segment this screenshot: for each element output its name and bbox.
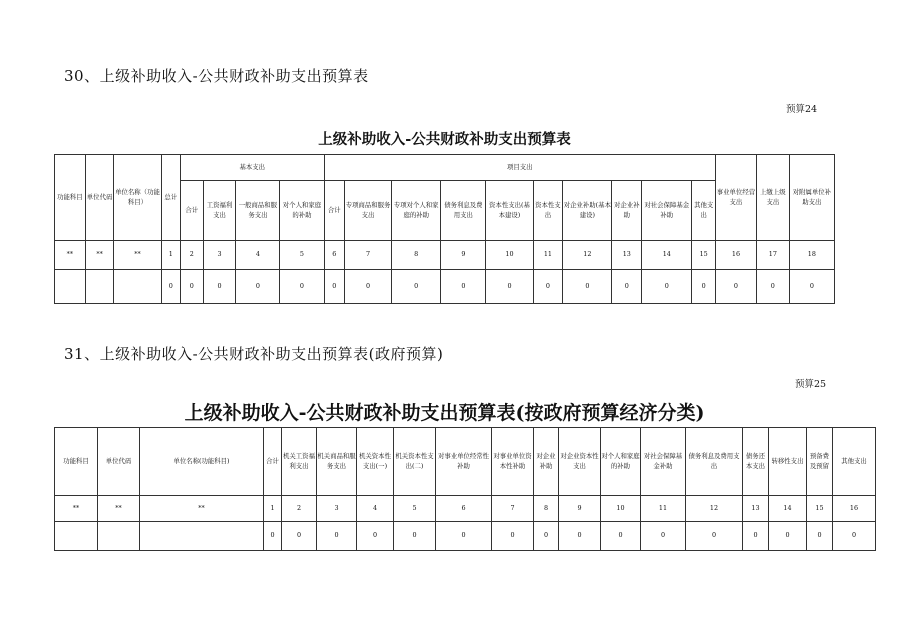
table-cell: 10 [601, 496, 641, 522]
table-row [55, 270, 835, 304]
table-cell: 0 [715, 270, 756, 304]
table-cell: 0 [324, 270, 344, 304]
header-project-capital2: 资本性支出 [533, 181, 563, 241]
table-cell: 12 [686, 496, 743, 522]
header-cell: 机关商品和服务支出 [317, 428, 357, 496]
table-cell: 10 [486, 241, 533, 270]
table-24-title: 上级补助收入-公共财政补助支出预算表 [318, 131, 571, 148]
table-cell: 0 [807, 522, 833, 551]
table-row [55, 522, 876, 551]
table-cell: 15 [807, 496, 833, 522]
header-cell: 单位代码 [98, 428, 140, 496]
header-total: 总计 [161, 155, 180, 241]
header-cell: 合计 [264, 428, 282, 496]
table-cell: 5 [394, 496, 436, 522]
table-cell: 7 [344, 241, 391, 270]
header-cell: 对事业单位经常性补助 [436, 428, 492, 496]
table-cell: 8 [392, 241, 441, 270]
table-cell [55, 522, 98, 551]
table-row [55, 241, 835, 270]
table-cell: 0 [441, 270, 486, 304]
table-cell: 12 [563, 241, 612, 270]
table-cell: 0 [563, 270, 612, 304]
table-cell: 16 [715, 241, 756, 270]
table-cell: 9 [441, 241, 486, 270]
table-cell: 0 [317, 522, 357, 551]
header-project-enterprise2: 对企业补助 [612, 181, 642, 241]
header-cell: 转移性支出 [769, 428, 807, 496]
table-cell: 0 [357, 522, 394, 551]
header-cell: 机关资本性支出(一) [357, 428, 394, 496]
table-cell: 0 [486, 270, 533, 304]
table-25-title: 上级补助收入-公共财政补助支出预算表(按政府预算经济分类) [184, 402, 705, 424]
table-cell: 16 [833, 496, 876, 522]
header-cell: 预备费及预留 [807, 428, 833, 496]
header-cell: 对社会保障基金补助 [641, 428, 686, 496]
table-cell: ** [140, 496, 264, 522]
header-cell: 机关工资福利支出 [282, 428, 317, 496]
header-project-capital: 资本性支出(基本建设) [486, 181, 533, 241]
table-cell: ** [114, 241, 161, 270]
table-cell: 1 [264, 496, 282, 522]
header-project-other: 其他支出 [692, 181, 716, 241]
header-cell: 机关资本性支出(二) [394, 428, 436, 496]
table-cell: 4 [357, 496, 394, 522]
form-code-25: 预算25 [795, 379, 827, 390]
section-31-heading: 31、上级补助收入-公共财政补助支出预算表(政府预算) [64, 345, 444, 363]
table-cell: 0 [492, 522, 534, 551]
header-unit-code: 单位代码 [85, 155, 114, 241]
table-cell: 0 [181, 270, 204, 304]
table-cell [114, 270, 161, 304]
table-cell [55, 270, 86, 304]
header-group-project: 项目支出 [324, 155, 715, 181]
table-cell: 5 [280, 241, 324, 270]
header-cell: 单位名称(功能科目) [140, 428, 264, 496]
table-cell: 14 [769, 496, 807, 522]
table-cell: 9 [559, 496, 601, 522]
table-cell: 0 [533, 270, 563, 304]
header-project-personal: 专项对个人和家庭的补助 [392, 181, 441, 241]
table-cell: 0 [436, 522, 492, 551]
table-cell: 4 [236, 241, 280, 270]
table-cell: 11 [641, 496, 686, 522]
table-cell: 6 [324, 241, 344, 270]
header-unit-name: 单位名称（功能科目） [114, 155, 161, 241]
table-cell: 0 [344, 270, 391, 304]
table-cell: ** [55, 241, 86, 270]
table-cell: 0 [743, 522, 769, 551]
table-cell: 0 [686, 522, 743, 551]
header-project-enterprise: 对企业补助(基本建设) [563, 181, 612, 241]
table-cell: 6 [436, 496, 492, 522]
table-row [55, 496, 876, 522]
table-cell: 13 [612, 241, 642, 270]
table-cell: 8 [534, 496, 559, 522]
table-cell: 0 [394, 522, 436, 551]
table-cell: 0 [282, 522, 317, 551]
table-cell: 0 [642, 270, 692, 304]
table-cell: 7 [492, 496, 534, 522]
header-cell: 对企业资本性支出 [559, 428, 601, 496]
table-cell: 1 [161, 241, 180, 270]
table-cell: ** [55, 496, 98, 522]
table-cell [98, 522, 140, 551]
table-24-group-header-row [55, 155, 835, 181]
header-sub: 对附属单位补助支出 [789, 155, 834, 241]
table-cell: 3 [317, 496, 357, 522]
header-upper: 上缴上级支出 [756, 155, 789, 241]
header-group-basic: 基本支出 [181, 155, 324, 181]
table-cell: 0 [612, 270, 642, 304]
header-project-goods: 专项商品和服务支出 [344, 181, 391, 241]
header-cell: 债务利息及费用支出 [686, 428, 743, 496]
table-cell: 13 [743, 496, 769, 522]
table-cell [85, 270, 114, 304]
form-code-24: 预算24 [786, 104, 818, 115]
table-cell: 18 [789, 241, 834, 270]
header-project-interest: 债务利息及费用支出 [441, 181, 486, 241]
header-basic-salary: 工资福利支出 [203, 181, 236, 241]
header-cell: 对事业单位资本性补助 [492, 428, 534, 496]
table-cell: 17 [756, 241, 789, 270]
table-cell: 15 [692, 241, 716, 270]
table-cell: 0 [280, 270, 324, 304]
table-cell: 2 [181, 241, 204, 270]
table-cell: 0 [559, 522, 601, 551]
table-25-header-row [55, 428, 876, 496]
table-cell: 0 [833, 522, 876, 551]
header-cell: 对企业补助 [534, 428, 559, 496]
header-cell: 债务还本支出 [743, 428, 769, 496]
header-project-social: 对社会保障基金补助 [642, 181, 692, 241]
header-basic-total: 合计 [181, 181, 204, 241]
table-cell: ** [85, 241, 114, 270]
table-25 [54, 427, 876, 551]
header-func: 功能科目 [55, 155, 86, 241]
header-biz: 事业单位经营支出 [715, 155, 756, 241]
table-cell: 0 [534, 522, 559, 551]
table-cell: ** [98, 496, 140, 522]
table-cell [140, 522, 264, 551]
section-30-heading: 30、上级补助收入-公共财政补助支出预算表 [64, 67, 369, 85]
table-cell: 11 [533, 241, 563, 270]
table-cell: 0 [769, 522, 807, 551]
table-cell: 0 [264, 522, 282, 551]
table-cell: 14 [642, 241, 692, 270]
table-cell: 0 [203, 270, 236, 304]
table-cell: 0 [236, 270, 280, 304]
table-cell: 0 [756, 270, 789, 304]
table-cell: 2 [282, 496, 317, 522]
header-cell: 功能科目 [55, 428, 98, 496]
header-cell: 其他支出 [833, 428, 876, 496]
table-cell: 3 [203, 241, 236, 270]
table-cell: 0 [392, 270, 441, 304]
table-24 [54, 154, 835, 304]
table-cell: 0 [161, 270, 180, 304]
header-basic-personal: 对个人和家庭的补助 [280, 181, 324, 241]
header-basic-goods: 一般商品和服务支出 [236, 181, 280, 241]
header-cell: 对个人和家庭的补助 [601, 428, 641, 496]
table-cell: 0 [692, 270, 716, 304]
header-project-total: 合计 [324, 181, 344, 241]
table-cell: 0 [789, 270, 834, 304]
table-cell: 0 [641, 522, 686, 551]
table-cell: 0 [601, 522, 641, 551]
